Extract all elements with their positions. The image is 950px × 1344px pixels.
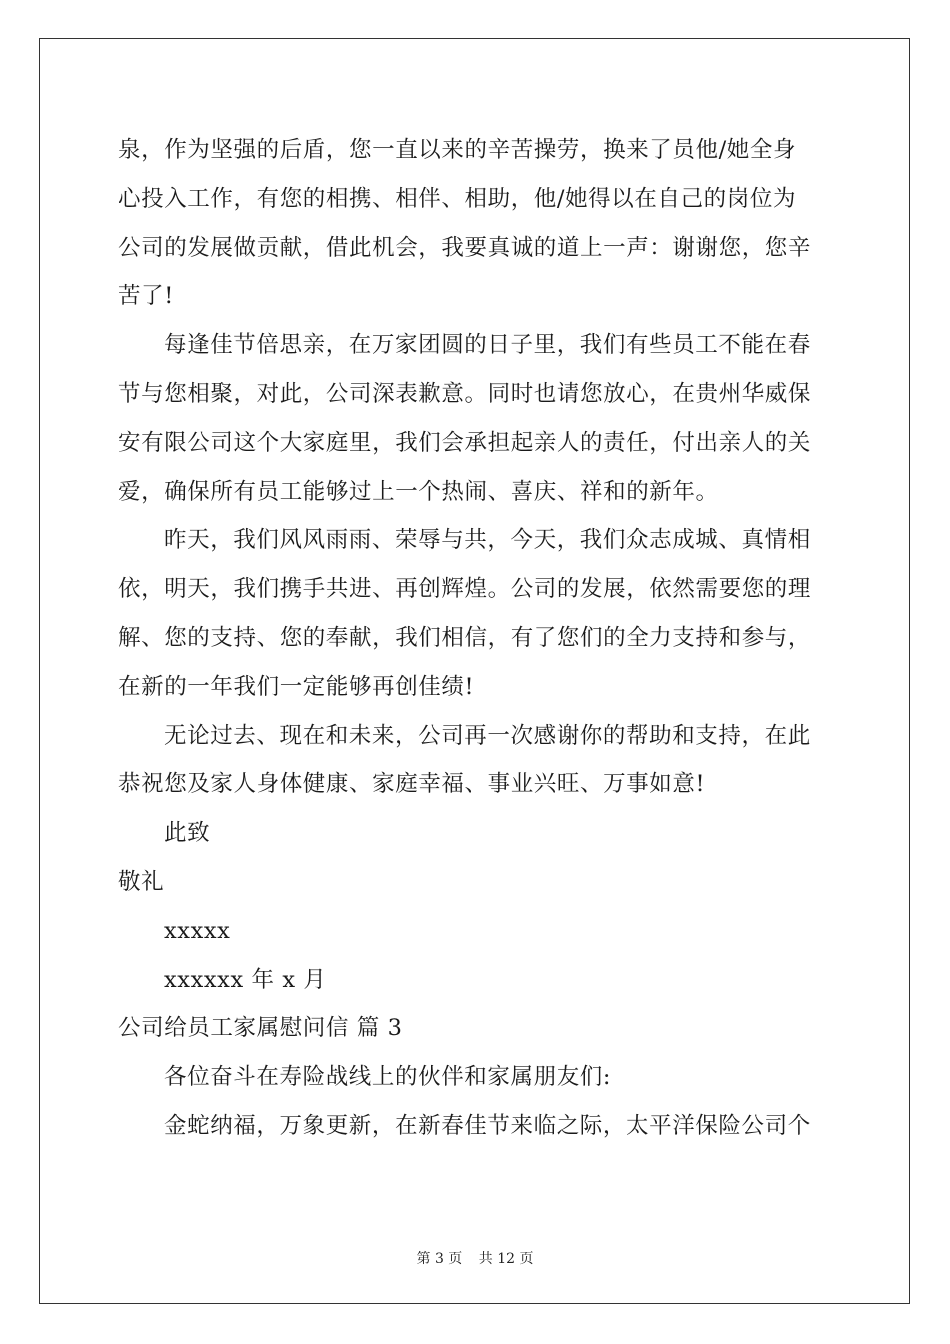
- text-line: 昨天，我们风风雨雨、荣辱与共，今天，我们众志成城、真情相: [164, 527, 811, 554]
- text-line: 泉，作为坚强的后盾，您一直以来的辛苦操劳，换来了员他/她全身: [118, 137, 797, 163]
- letter-greeting: 各位奋斗在寿险战线上的伙伴和家属朋友们:: [164, 1064, 612, 1091]
- text-line: 心投入工作，有您的相携、相伴、相助，他/她得以在自己的岗位为: [118, 185, 797, 212]
- text-line: 恭祝您及家人身体健康、家庭幸福、事业兴旺、万事如意!: [118, 771, 706, 798]
- section-heading: 公司给员工家属慰问信 篇 3: [118, 1015, 403, 1042]
- signature-name: xxxxx: [164, 917, 231, 944]
- document-body: [118, 126, 838, 1151]
- text-line: 爱，确保所有员工能够过上一个热闹、喜庆、祥和的新年。: [118, 478, 719, 505]
- text-line: 公司的发展做贡献，借此机会，我要真诚的道上一声：谢谢您，您辛: [118, 234, 812, 261]
- text-line: 金蛇纳福，万象更新，在新春佳节来临之际，太平洋保险公司个: [164, 1112, 811, 1139]
- page-number: 第 3 页: [416, 1251, 463, 1267]
- text-line: 解、您的支持、您的奉献，我们相信，有了您们的全力支持和参与，: [118, 624, 812, 651]
- text-line: 苦了!: [118, 283, 174, 310]
- text-line: 节与您相聚，对此，公司深表歉意。同时也请您放心，在贵州华威保: [118, 380, 812, 407]
- text-line: 依，明天，我们携手共进、再创辉煌。公司的发展，依然需要您的理: [118, 576, 812, 603]
- text-line: 在新的一年我们一定能够再创佳绩!: [118, 673, 475, 700]
- page-count: 共 12 页: [478, 1251, 534, 1267]
- text-line: 每逢佳节倍思亲，在万家团圆的日子里，我们有些员工不能在春: [164, 332, 811, 359]
- closing-regards: 敬礼: [118, 868, 165, 895]
- signature-date: xxxxxx 年 x 月: [164, 966, 327, 993]
- text-line: 无论过去、现在和未来，公司再一次感谢你的帮助和支持，在此: [164, 722, 811, 749]
- page-footer: [0, 1248, 950, 1268]
- text-line: 安有限公司这个大家庭里，我们会承担起亲人的责任，付出亲人的关: [118, 429, 812, 456]
- closing-salutation: 此致: [164, 820, 211, 847]
